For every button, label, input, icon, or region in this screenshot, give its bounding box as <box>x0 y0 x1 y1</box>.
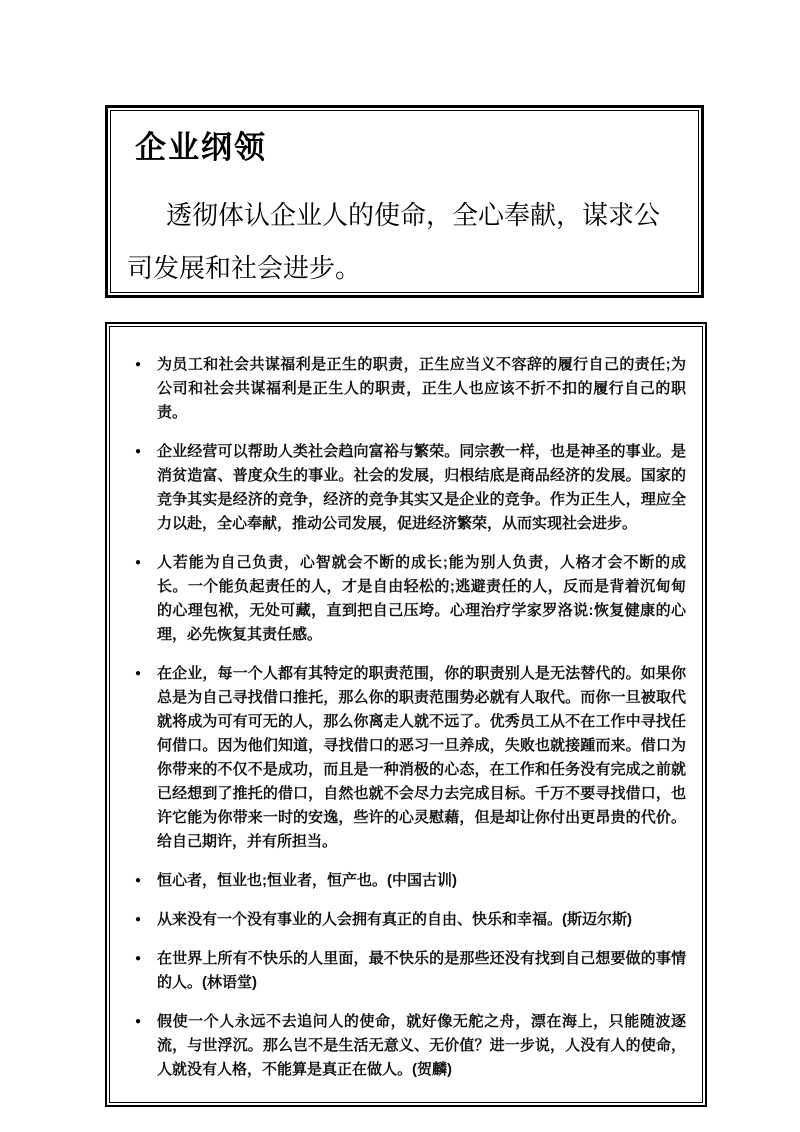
bullet-icon: ● <box>135 446 142 457</box>
quote-text-1: 为员工和社会共谋福利是正生的职责，正生应当义不容辞的履行自己的责任;为公司和社会共谋福利是正生人的职责，正生人也应该不折不扣的履行自己的职责。 <box>157 356 686 421</box>
bullet-icon: ● <box>135 914 142 925</box>
quote-item-1 <box>123 353 686 425</box>
quote-item-4 <box>123 662 686 854</box>
quote-item-3 <box>123 551 686 647</box>
quote-item-8 <box>123 1010 686 1082</box>
quote-text-5: 恒心者，恒业也;恒业者，恒产也。(中国古训) <box>157 872 457 889</box>
bullet-icon: ● <box>135 1016 142 1027</box>
charter-box-inner <box>110 110 699 293</box>
charter-box <box>105 105 704 298</box>
quote-text-8: 假使一个人永远不去追问人的使命，就好像无舵之舟，漂在海上，只能随波逐流，与世浮沉。那么岂不是生活无意义、无价值？进一步说，人没有人的使命，人就没有人格，不能算是真正在做人。(贺麟) <box>157 1013 686 1078</box>
bullet-icon: ● <box>135 557 142 568</box>
charter-body-text: 透彻体认企业人的使命，全心奉献，谋求公司发展和社会进步。 <box>127 201 661 283</box>
bullet-icon: ● <box>135 953 142 964</box>
bullet-icon: ● <box>135 875 142 886</box>
quote-item-6 <box>123 908 686 932</box>
quote-text-6: 从来没有一个没有事业的人会拥有真正的自由、快乐和幸福。(斯迈尔斯) <box>157 911 632 928</box>
bullet-icon: ● <box>135 359 142 370</box>
quote-text-2: 企业经营可以帮助人类社会趋向富裕与繁荣。同宗教一样，也是神圣的事业。是消贫造富、普度众生的事业。社会的发展，归根结底是商品经济的发展。国家的竞争其实是经济的竞争，经济的竞争其实又是企业的竞争。作为正生人，理应全力以赴，全心奉献，推动公司发展，促进经济繁荣，从而实现社会进步。 <box>157 443 686 532</box>
charter-title: 企业纲领 <box>135 130 267 165</box>
quote-item-7 <box>123 947 686 995</box>
quote-text-3: 人若能为自己负责，心智就会不断的成长;能为别人负责，人格才会不断的成长。一个能负起责任的人，才是自由轻松的;逃避责任的人，反而是背着沉甸甸的心理包袱，无处可藏，直到把自己压垮。心理治疗学家罗洛说:恢复健康的心理，必先恢复其责任感。 <box>157 554 686 643</box>
bullet-icon: ● <box>135 668 142 679</box>
quote-item-2 <box>123 440 686 536</box>
quotes-box-inner <box>109 326 703 1103</box>
quote-text-4: 在企业，每一个人都有其特定的职责范围，你的职责别人是无法替代的。如果你总是为自己寻找借口推托，那么你的职责范围势必就有人取代。而你一旦被取代就将成为可有可无的人，那么你离走人就不远了。优秀员工从不在工作中寻找任何借口。因为他们知道，寻找借口的恶习一旦养成，失败也就接踵而来。借口为你带来的不仅不是成功，而且是一种消极的心态，在工作和任务没有完成之前就已经想到了推托的借口，自然也就不会尽力去完成目标。千万不要寻找借口，也许它能为你带来一时的安逸，些许的心灵慰藉，但是却让你付出更昂贵的代价。给自己期许，并有所担当。 <box>157 665 686 850</box>
quotes-box <box>105 322 707 1107</box>
quote-item-5 <box>123 869 686 893</box>
quote-text-7: 在世界上所有不快乐的人里面，最不快乐的是那些还没有找到自己想要做的事情的人。(林语堂) <box>157 950 686 991</box>
